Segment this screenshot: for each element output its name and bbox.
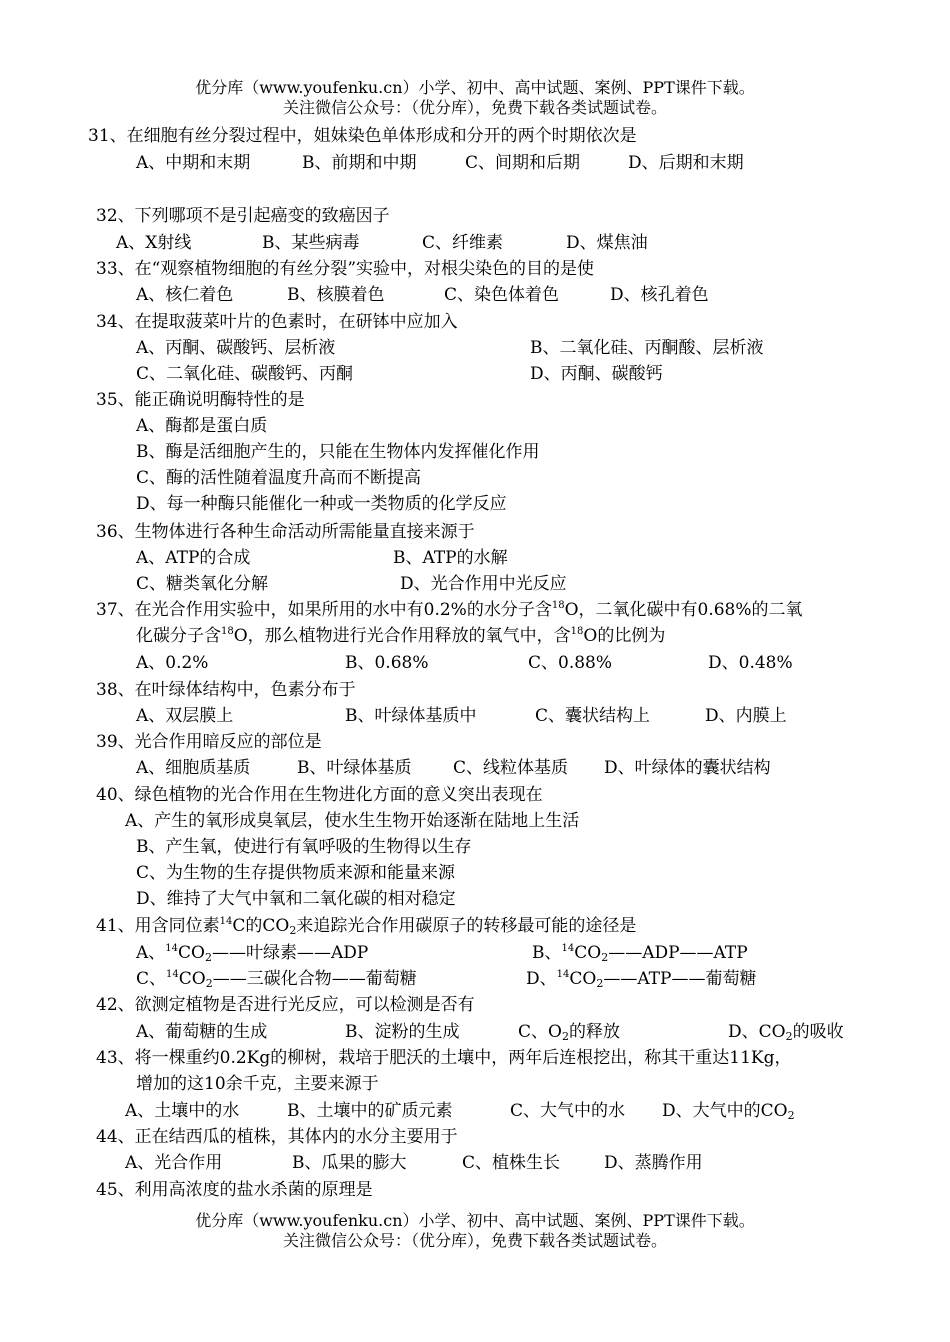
q33-option-a: A、核仁着色: [136, 285, 234, 305]
q34-option-b: B、二氧化硅、丙酮酸、层析液: [530, 338, 764, 358]
q36-option-b: B、ATP的水解: [393, 548, 508, 568]
q39-option-c: C、线粒体基质: [453, 758, 569, 778]
question-33: 33、在“观察植物细胞的有丝分裂”实验中，对根尖染色的目的是使: [96, 259, 595, 279]
q44-option-b: B、瓜果的膨大: [292, 1153, 407, 1173]
question-38: 38、在叶绿体结构中，色素分布于: [96, 680, 356, 700]
q37-option-a: A、0.2%: [136, 653, 209, 673]
question-43-line-2: 增加的这10余千克，主要来源于: [136, 1074, 379, 1094]
q41-option-a: A、$^{14}CO_2——$叶绿素——ADP: [136, 943, 369, 964]
q33-option-c: C、染色体着色: [444, 285, 560, 305]
q34-option-d: D、丙酮、碳酸钙: [530, 364, 663, 384]
q36-option-d: D、光合作用中光反应: [400, 574, 567, 594]
q32-option-a: A、X射线: [116, 233, 192, 253]
q36-option-c: C、糖类氧化分解: [136, 574, 269, 594]
q35-option-c: C、酶的活性随着温度升高而不断提高: [136, 468, 422, 488]
question-39: 39、光合作用暗反应的部位是: [96, 732, 322, 752]
question-35: 35、能正确说明酶特性的是: [96, 390, 305, 410]
q37-option-c: C、0.88%: [528, 653, 613, 673]
q43-option-c: C、大气中的水: [510, 1101, 626, 1121]
q37-option-d: D、0.48%: [708, 653, 793, 673]
q31-option-d: D、后期和末期: [628, 153, 744, 173]
q39-option-a: A、细胞质基质: [136, 758, 251, 778]
q41-option-b: B、$^{14}CO_2——ADP——ATP$: [532, 943, 748, 964]
question-37: 37、在光合作用实验中，如果所用的水中有0.2%的水分子含$^{18}$O，二氧化碳中有0.68%的二氧: [96, 600, 803, 620]
q44-option-d: D、蒸腾作用: [604, 1153, 703, 1173]
q32-option-d: D、煤焦油: [566, 233, 648, 253]
q31-option-b: B、前期和中期: [302, 153, 417, 173]
q41-option-c: C、$^{14}CO_2——$三碳化合物——葡萄糖: [136, 969, 417, 990]
q44-option-a: A、光合作用: [125, 1153, 223, 1173]
q35-option-b: B、酶是活细胞产生的，只能在生物体内发挥催化作用: [136, 442, 540, 462]
question-45: 45、利用高浓度的盐水杀菌的原理是: [96, 1180, 373, 1200]
question-43: 43、将一棵重约0.2Kg的柳树，栽培于肥沃的土壤中，两年后连根挖出，称其干重达11Kg，: [96, 1048, 792, 1068]
q43-option-a: A、土壤中的水: [125, 1101, 240, 1121]
question-41: 41、用含同位素$^{14}$C的$CO_2$来追踪光合作用碳原子的转移最可能的途径是: [96, 916, 637, 937]
q36-option-a: A、ATP的合成: [136, 548, 251, 568]
question-36: 36、生物体进行各种生命活动所需能量直接来源于: [96, 522, 475, 542]
q34-option-a: A、丙酮、碳酸钙、层析液: [136, 338, 336, 358]
q37-option-b: B、0.68%: [345, 653, 429, 673]
q42-option-c: C、$O_2$的释放: [518, 1022, 620, 1043]
question-44: 44、正在结西瓜的植株，其体内的水分主要用于: [96, 1127, 458, 1147]
q32-option-b: B、某些病毒: [262, 233, 360, 253]
q38-option-c: C、囊状结构上: [535, 706, 651, 726]
question-31: 31、在细胞有丝分裂过程中，姐妹染色单体形成和分开的两个时期依次是: [88, 126, 637, 146]
header-line-1: 优分库（www.youfenku.cn）小学、初中、高中试题、案例、PPT课件下载。: [195, 78, 755, 97]
q35-option-a: A、酶都是蛋白质: [136, 416, 268, 436]
q40-option-d: D、维持了大气中氧和二氧化碳的相对稳定: [136, 889, 456, 909]
q39-option-d: D、叶绿体的囊状结构: [604, 758, 771, 778]
q42-option-b: B、淀粉的生成: [345, 1022, 460, 1042]
q43-option-b: B、土壤中的矿质元素: [287, 1101, 453, 1121]
q38-option-a: A、双层膜上: [136, 706, 234, 726]
q44-option-c: C、植株生长: [462, 1153, 561, 1173]
q32-option-c: C、纤维素: [422, 233, 504, 253]
question-32: 32、下列哪项不是引起癌变的致癌因子: [96, 206, 390, 226]
footer-line-2: 关注微信公众号：（优分库），免费下载各类试题试卷。: [282, 1231, 667, 1250]
question-40: 40、绿色植物的光合作用在生物进化方面的意义突出表现在: [96, 785, 543, 805]
q31-option-c: C、间期和后期: [465, 153, 581, 173]
q40-option-a: A、产生的氧形成臭氧层，使水生生物开始逐渐在陆地上生活: [125, 811, 580, 831]
q40-option-c: C、为生物的生存提供物质来源和能量来源: [136, 863, 456, 883]
q31-option-a: A、中期和末期: [136, 153, 251, 173]
q42-option-d: D、$CO_2$的吸收: [728, 1022, 844, 1043]
question-34: 34、在提取菠菜叶片的色素时，在研钵中应加入: [96, 312, 458, 332]
question-42: 42、欲测定植物是否进行光反应，可以检测是否有: [96, 995, 475, 1015]
q43-option-d: D、大气中的$CO_2$: [662, 1101, 795, 1122]
q35-option-d: D、每一种酶只能催化一种或一类物质的化学反应: [136, 494, 507, 514]
header-line-2: 关注微信公众号：（优分库），免费下载各类试题试卷。: [282, 98, 667, 117]
q34-option-c: C、二氧化硅、碳酸钙、丙酮: [136, 364, 354, 384]
q38-option-b: B、叶绿体基质中: [345, 706, 477, 726]
question-37-line-2: 化碳分子含$^{18}$O，那么植物进行光合作用释放的氧气中，含$^{18}$O的比例为: [136, 626, 666, 646]
q33-option-b: B、核膜着色: [287, 285, 385, 305]
q40-option-b: B、产生氧，使进行有氧呼吸的生物得以生存: [136, 837, 472, 857]
q41-option-d: D、$^{14}CO_2——ATP——$葡萄糖: [526, 969, 757, 990]
q39-option-b: B、叶绿体基质: [297, 758, 412, 778]
q42-option-a: A、葡萄糖的生成: [136, 1022, 268, 1042]
footer-line-1: 优分库（www.youfenku.cn）小学、初中、高中试题、案例、PPT课件下载。: [195, 1211, 755, 1230]
q33-option-d: D、核孔着色: [610, 285, 709, 305]
q38-option-d: D、内膜上: [705, 706, 787, 726]
